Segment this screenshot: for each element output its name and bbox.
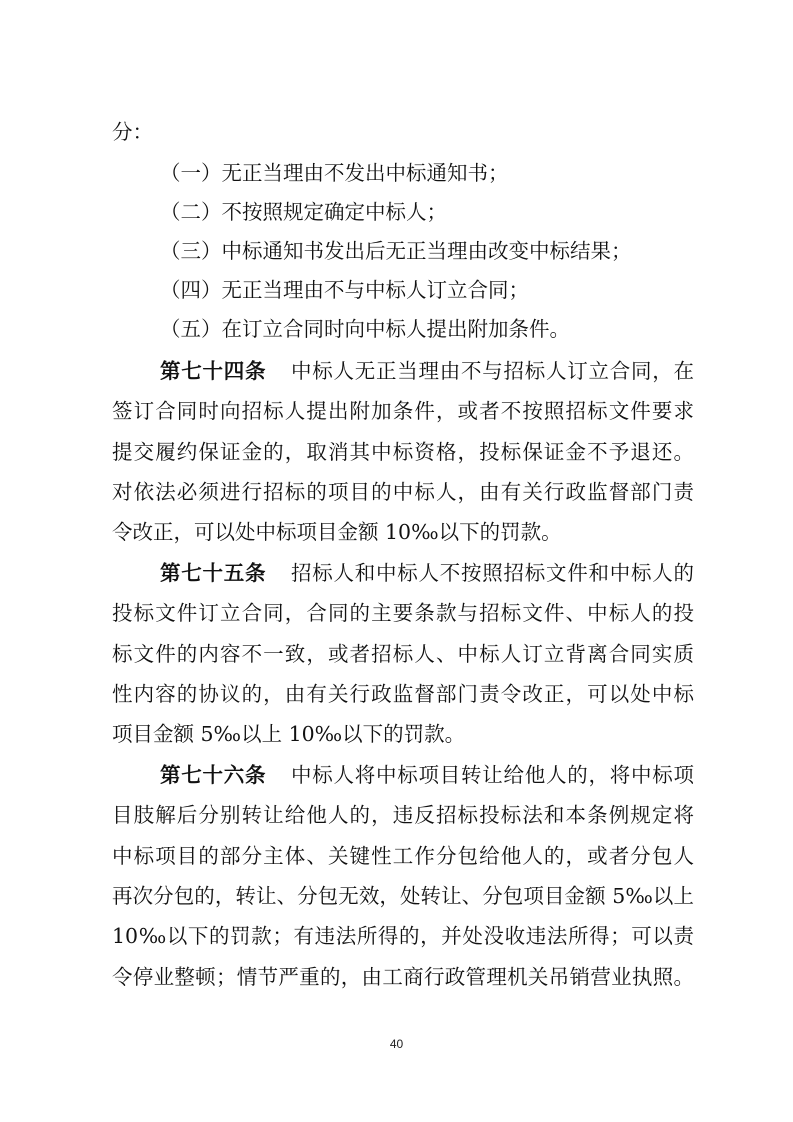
article-74-line: 签订合同时向招标人提出附加条件，或者不按照招标文件要求	[112, 399, 694, 423]
article-75-heading: 第七十五条	[160, 561, 267, 585]
list-item: （二）不按照规定确定中标人；	[160, 200, 447, 224]
article-76-first-line	[160, 760, 694, 790]
article-74-heading: 第七十四条	[160, 359, 267, 383]
article-76-line: 再次分包的，转让、分包无效，处转让、分包项目金额 5‰以上	[112, 884, 694, 908]
intro-line: 分：	[112, 120, 153, 144]
article-76-line: 10‰以下的罚款；有违法所得的，并处没收违法所得；可以责	[112, 924, 694, 948]
page-number: 40	[389, 1037, 404, 1051]
article-75-first-line	[160, 558, 694, 588]
article-75-first-text: 招标人和中标人不按照招标文件和中标人的	[290, 561, 694, 585]
article-74-line: 提交履约保证金的，取消其中标资格，投标保证金不予退还。	[112, 440, 694, 464]
article-76-heading: 第七十六条	[160, 763, 267, 787]
list-item: （五）在订立合同时向中标人提出附加条件。	[160, 317, 570, 341]
article-74-first-text: 中标人无正当理由不与招标人订立合同，在	[290, 359, 694, 383]
list-item: （一）无正当理由不发出中标通知书；	[160, 161, 509, 185]
article-75-line: 投标文件订立合同，合同的主要条款与招标文件、中标人的投	[112, 601, 694, 625]
article-75-line: 标文件的内容不一致，或者招标人、中标人订立背离合同实质	[112, 642, 694, 666]
article-74-line: 令改正，可以处中标项目金额 10‰以下的罚款。	[112, 520, 562, 544]
article-74-first-line	[160, 356, 694, 386]
list-item: （三）中标通知书发出后无正当理由改变中标结果；	[160, 239, 632, 263]
article-75-line: 性内容的协议的，由有关行政监督部门责令改正，可以处中标	[112, 682, 694, 706]
list-item: （四）无正当理由不与中标人订立合同；	[160, 278, 529, 302]
article-74-line: 对依法必须进行招标的项目的中标人，由有关行政监督部门责	[112, 480, 694, 504]
article-76-line: 目肢解后分别转让给他人的，违反招标投标法和本条例规定将	[112, 803, 694, 827]
article-75-line: 项目金额 5‰以上 10‰以下的罚款。	[112, 722, 466, 746]
article-76-line: 令停业整顿；情节严重的，由工商行政管理机关吊销营业执照。	[112, 965, 694, 989]
article-76-line: 中标项目的部分主体、关键性工作分包给他人的，或者分包人	[112, 844, 694, 868]
article-76-first-text: 中标人将中标项目转让给他人的，将中标项	[290, 763, 694, 787]
